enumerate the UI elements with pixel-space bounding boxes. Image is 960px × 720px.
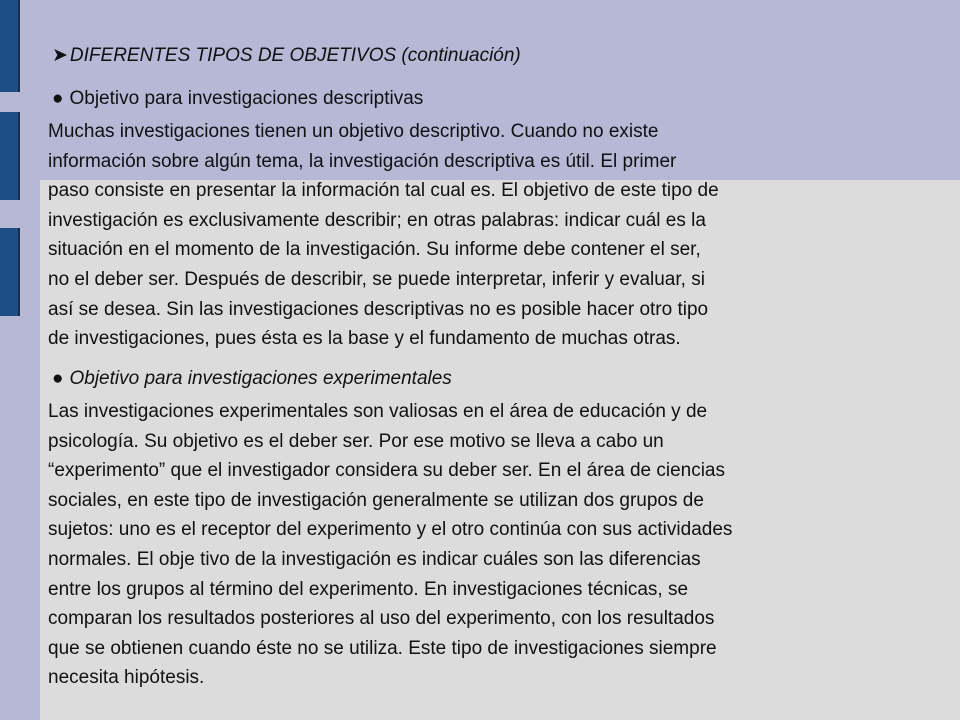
paragraph-line: necesita hipótesis.	[48, 667, 205, 689]
bullet-icon: ●	[52, 368, 64, 389]
accent-bar-1	[0, 0, 20, 92]
section-heading-text: Objetivo para investigaciones experimentales	[69, 368, 452, 389]
paragraph-line: situación en el momento de la investigación. Su informe debe contener el ser,	[48, 239, 701, 261]
paragraph-line: sujetos: uno es el receptor del experimento y el otro continúa con sus actividades	[48, 519, 733, 541]
paragraph-line: normales. El obje tivo de la investigación es indicar cuáles son las diferencias	[48, 548, 701, 570]
paragraph-line: psicología. Su objetivo es el deber ser. Por ese motivo se lleva a cabo un	[48, 430, 664, 452]
paragraph-line: de investigaciones, pues ésta es la base y el fundamento de muchas otras.	[48, 328, 681, 350]
paragraph-experimental	[48, 397, 732, 693]
arrow-bullet-icon: ➤	[52, 45, 68, 66]
paragraph-line: comparan los resultados posteriores al uso del experimento, con los resultados	[48, 608, 715, 630]
background-band-left	[0, 0, 40, 720]
section-heading-text: Objetivo para investigaciones descriptivas	[69, 88, 424, 109]
paragraph-line: paso consiste en presentar la información tal cual es. El objetivo de este tipo de	[48, 180, 719, 202]
paragraph-line: no el deber ser. Después de describir, se puede interpretar, inferir y evaluar, si	[48, 268, 705, 290]
accent-bar-3	[0, 228, 20, 316]
slide-title	[52, 44, 521, 67]
paragraph-line: “experimento” que el investigador considera su deber ser. En el área de ciencias	[48, 460, 725, 482]
paragraph-line: investigación es exclusivamente describir; en otras palabras: indicar cuál es la	[48, 209, 706, 231]
paragraph-line: Las investigaciones experimentales son valiosas en el área de educación y de	[48, 401, 708, 422]
paragraph-line: sociales, en este tipo de investigación generalmente se utilizan dos grupos de	[48, 489, 704, 511]
paragraph-line: así se desea. Sin las investigaciones descriptivas no es posible hacer otro tipo	[48, 298, 709, 320]
paragraph-descriptive	[48, 117, 719, 354]
accent-bar-2	[0, 112, 20, 200]
section-heading-descriptive	[52, 88, 423, 110]
paragraph-line: información sobre algún tema, la investigación descriptiva es útil. El primer	[48, 150, 677, 172]
bullet-icon: ●	[52, 88, 64, 109]
paragraph-line: Muchas investigaciones tienen un objetivo descriptivo. Cuando no existe	[48, 121, 659, 142]
paragraph-line: entre los grupos al término del experimento. En investigaciones técnicas, se	[48, 578, 689, 600]
paragraph-line: que se obtienen cuando éste no se utiliza. Este tipo de investigaciones siempre	[48, 637, 717, 659]
section-heading-experimental	[52, 368, 452, 390]
slide-title-text: DIFERENTES TIPOS DE OBJETIVOS (continuación)	[69, 45, 521, 66]
